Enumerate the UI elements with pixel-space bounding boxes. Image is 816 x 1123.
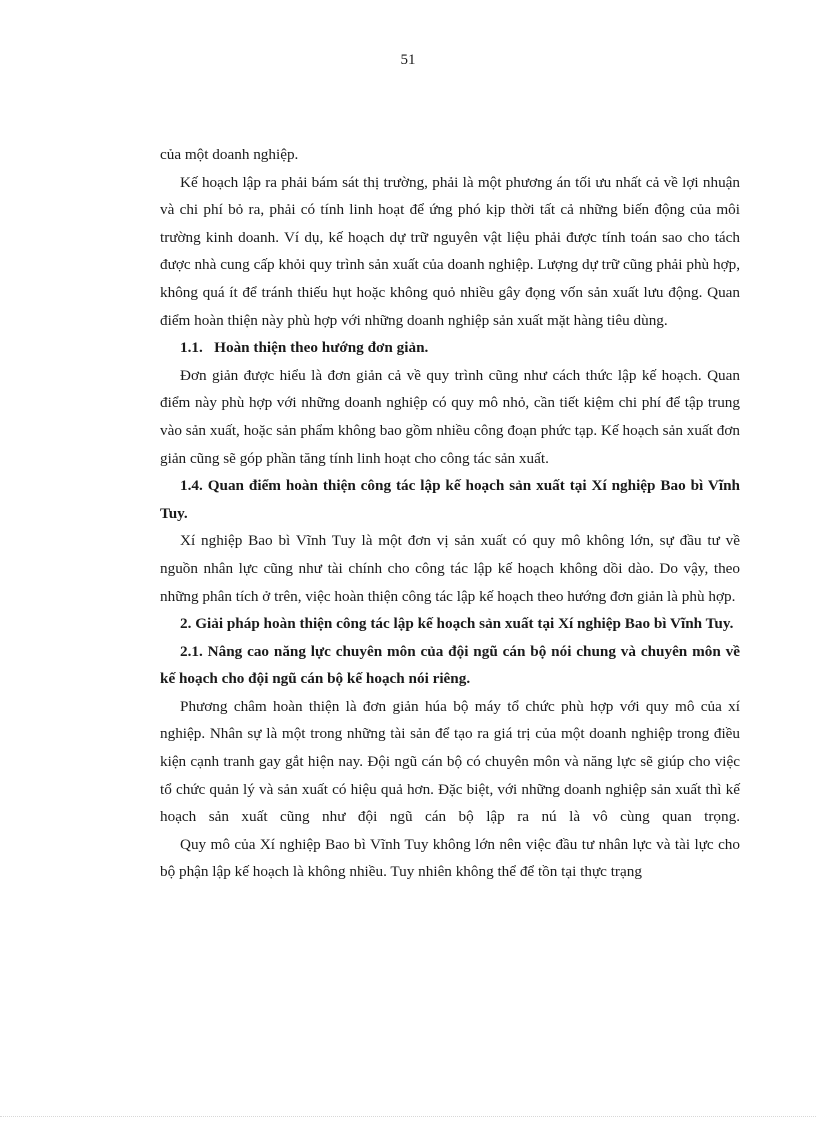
page-bottom-divider xyxy=(0,1116,816,1117)
paragraph-plan-flexibility: Kế hoạch lập ra phải bám sát thị trường, phải là một phương án tối ưu nhất cả về lợi nhuận và chi phí bỏ ra, phải có tính linh hoạt để ứng phó kịp thời tất cả những biến động của môi trường kinh doanh. Ví dụ, kế hoạch dự trữ nguyên vật liệu phải được tính toán sao cho tách được nhà cung cấp khỏi quy trình sản xuất của doanh nghiệp. Lượng dự trữ cũng phải phù hợp, không quá ít để tránh thiếu hụt hoặc không quỏ nhiều gây đọng vốn sản xuất lưu động. Quan điểm hoàn thiện này phù hợp với những doanh nghiệp sản xuất mặt hàng tiêu dùng. xyxy=(160,173,740,329)
paragraph-simplicity: Đơn giản được hiểu là đơn giản cả về quy trình cũng như cách thức lập kế hoạch. Quan điểm này phù hợp với những doanh nghiệp có quy mô nhỏ, cần tiết kiệm chi phí để tập trung vào sản xuất, hoặc sản phẩm không bao gồm nhiều công đoạn phức tạp. Kế hoạch sản xuất đơn giản cũng sẽ góp phần tăng tính linh hoạt cho công tác sản xuất. xyxy=(160,366,740,467)
heading-1-4-viewpoint: 1.4. Quan điểm hoàn thiện công tác lập kế hoạch sản xuất tại Xí nghiệp Bao bì Vĩnh Tuy. xyxy=(160,477,740,522)
paragraph-personnel: Phương châm hoàn thiện là đơn giản húa bộ máy tổ chức phù hợp với quy mô của xí nghiệp. Nhân sự là một trong những tài sản để tạo ra giá trị của một doanh nghiệp trong điều kiện cạnh tranh gay gắt hiện nay. Đội ngũ cán bộ có chuyên môn và năng lực sẽ giúp cho việc tổ chức quản lý và sản xuất có hiệu quả hơn. Đặc biệt, với những doanh nghiệp sản xuất thì kế hoạch sản xuất cũng như đội ngũ cán bộ lập ra nú là vô cùng quan trọng. xyxy=(160,697,740,826)
paragraph-continuation: của một doanh nghiệp. xyxy=(160,146,299,163)
heading-1-1-simplify: 1.1. Hoàn thiện theo hướng đơn giản. xyxy=(180,339,429,357)
document-body xyxy=(160,141,740,886)
page-number: 51 xyxy=(400,52,416,68)
heading-2-1-capacity: 2.1. Nâng cao năng lực chuyên môn của đội ngũ cán bộ nói chung và chuyên môn về kế hoạch cho đội ngũ cán bộ kế hoạch nói riêng. xyxy=(160,642,740,688)
heading-2-solutions: 2. Giải pháp hoàn thiện công tác lập kế hoạch sản xuất tại Xí nghiệp Bao bì Vĩnh Tuy. xyxy=(180,615,734,633)
paragraph-investment: Quy mô của Xí nghiệp Bao bì Vĩnh Tuy không lớn nên việc đầu tư nhân lực và tài lực cho bộ phận lập kế hoạch là không nhiều. Tuy nhiên không thể để tồn tại thực trạng xyxy=(160,835,740,881)
paragraph-enterprise-scale: Xí nghiệp Bao bì Vĩnh Tuy là một đơn vị sản xuất có quy mô không lớn, sự đầu tư về nguồn nhân lực cũng như tài chính cho công tác lập kế hoạch không dồi dào. Do vậy, theo những phân tích ở trên, việc hoàn thiện công tác lập kế hoạch theo hướng đơn giản là phù hợp. xyxy=(160,532,740,605)
